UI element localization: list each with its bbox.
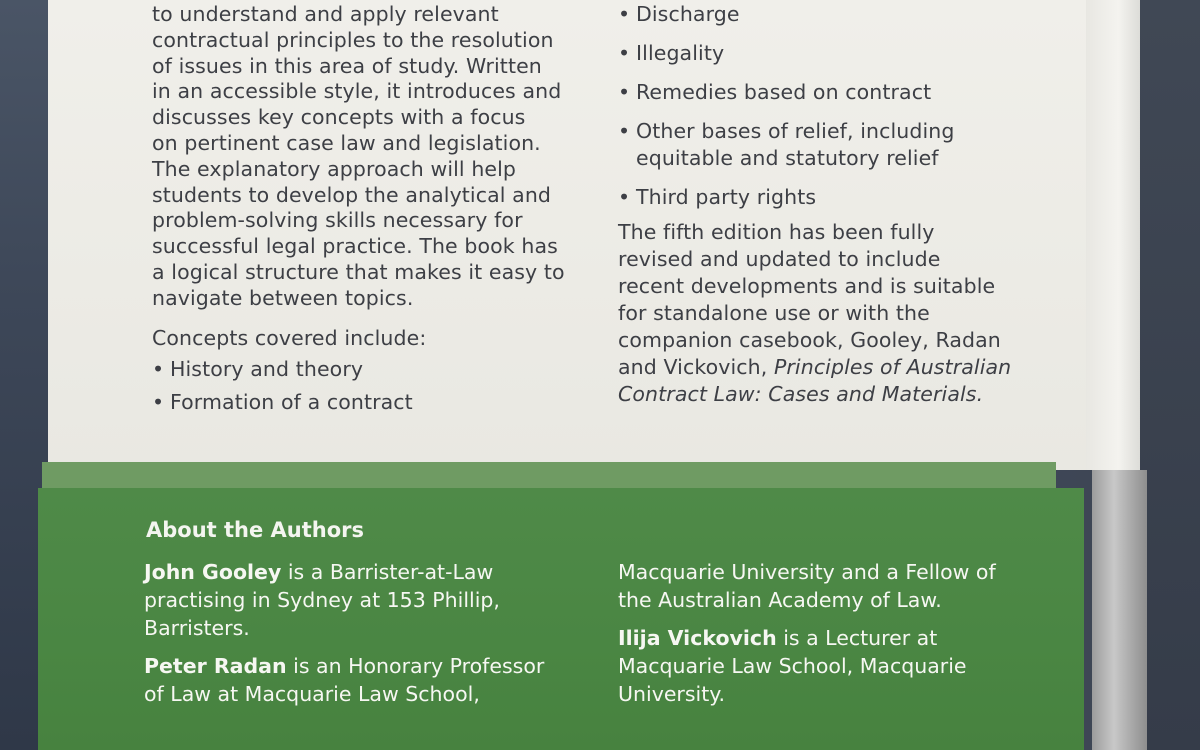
bio-line: the Australian Academy of Law. <box>618 588 942 612</box>
bio-text: is an Honorary Professor <box>286 654 545 678</box>
author-bio-radan-continued <box>618 558 1068 614</box>
concept-item <box>618 1 1058 28</box>
author-name: Peter Radan <box>144 654 287 678</box>
bio-line: Macquarie University and a Fellow of <box>618 560 996 584</box>
page-edge-shadow <box>1092 470 1147 750</box>
concept-item <box>618 118 1058 172</box>
intro-line: problem-solving skills necessary for <box>152 208 523 233</box>
concept-label: Discharge <box>636 2 740 26</box>
author-name: John Gooley <box>144 560 282 584</box>
edition-line-with-title <box>618 354 1058 381</box>
intro-line: students to develop the analytical and <box>152 182 552 207</box>
authors-left-column <box>144 558 594 718</box>
edition-line: The fifth edition has been fully <box>618 220 935 244</box>
edition-line: for standalone use or with the <box>618 301 930 325</box>
bio-line: Barristers. <box>144 616 250 640</box>
casebook-title-continued: Contract Law: Cases and Materials. <box>618 382 984 406</box>
concept-label: • Other bases of relief, including <box>636 119 955 143</box>
intro-line: on pertinent case law and legislation. <box>152 130 541 155</box>
author-bio-radan <box>144 652 594 708</box>
concept-item <box>618 184 1058 211</box>
concept-label: Illegality <box>636 41 725 65</box>
bio-line: practising in Sydney at 153 Phillip, <box>144 588 500 612</box>
authors-heading: About the Authors <box>146 518 365 542</box>
intro-line: of issues in this area of study. Written <box>152 53 542 78</box>
concept-label: History and theory <box>170 357 364 382</box>
edition-paragraph <box>618 219 1058 408</box>
bio-line <box>144 652 594 680</box>
author-name: Ilija Vickovich <box>618 626 777 650</box>
intro-line: The explanatory approach will help <box>152 156 517 181</box>
intro-line: successful legal practice. The book has <box>152 234 558 259</box>
concept-item <box>618 40 1058 67</box>
casebook-title: Principles of Australian <box>773 355 1012 379</box>
intro-line: contractual principles to the resolution <box>152 27 554 52</box>
intro-line: discusses key concepts with a focus <box>152 105 526 130</box>
edition-line: companion casebook, Gooley, Radan <box>618 328 1001 352</box>
intro-line: to understand and apply relevant <box>152 2 499 26</box>
intro-line: navigate between topics. <box>152 285 414 310</box>
intro-line: a logical structure that makes it easy to <box>152 259 565 284</box>
edition-line: and Vickovich, <box>618 355 774 379</box>
bio-line <box>618 624 1068 652</box>
concepts-list-right <box>618 1 1058 211</box>
bio-line: University. <box>618 682 726 706</box>
bio-text: is a Lecturer at <box>776 626 938 650</box>
cover-right-edge <box>1086 0 1140 470</box>
edition-line: revised and updated to include <box>618 247 941 271</box>
concept-item <box>152 357 592 383</box>
concepts-list-left <box>152 357 592 416</box>
bio-line <box>144 558 594 586</box>
concept-label: Formation of a contract <box>170 390 413 415</box>
concepts-heading: Concepts covered include: <box>152 325 427 350</box>
concept-item <box>618 79 1058 106</box>
description-left-column <box>152 2 592 416</box>
bio-line: Macquarie Law School, Macquarie <box>618 654 967 678</box>
concept-label: Third party rights <box>636 185 817 209</box>
intro-line: in an accessible style, it introduces and <box>152 79 562 104</box>
concept-label: Remedies based on contract <box>636 80 932 104</box>
bio-text: is a Barrister-at-Law <box>281 560 494 584</box>
description-right-column <box>618 1 1058 408</box>
author-bio-gooley <box>144 558 594 642</box>
paragraph-gap <box>152 312 592 326</box>
author-bio-vickovich <box>618 624 1068 708</box>
concept-item <box>152 390 592 416</box>
authors-right-column <box>618 558 1068 718</box>
edition-line: recent developments and is suitable <box>618 274 996 298</box>
bio-line: of Law at Macquarie Law School, <box>144 682 480 706</box>
concept-label-continued: equitable and statutory relief <box>636 146 939 170</box>
